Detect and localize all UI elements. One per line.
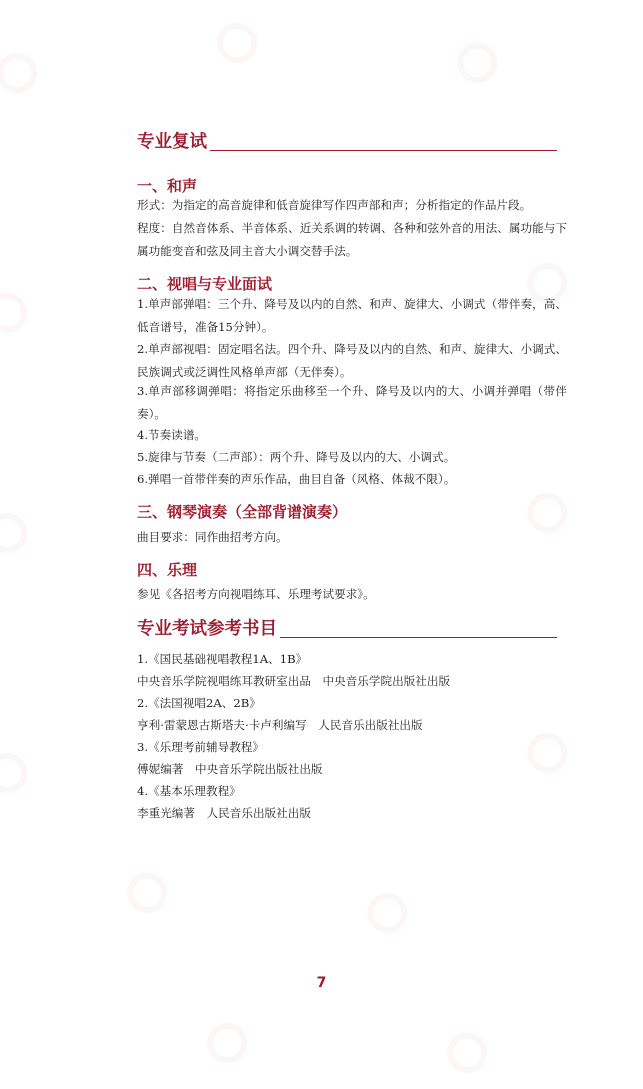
retest-heading-text: 专业复试 xyxy=(137,132,207,152)
book-info: 李重光编著 人民音乐出版社出版 xyxy=(137,806,311,820)
sight-singing-item-6: 6.弹唱一首带伴奏的声乐作品，曲目自备（风格、体裁不限）。 xyxy=(137,472,456,486)
section-sight-singing-title: 二、视唱与专业面试 xyxy=(137,275,273,293)
references-heading-rule xyxy=(280,637,557,638)
sight-singing-item-4: 4.节奏读谱。 xyxy=(137,428,207,442)
piano-requirement-text: 曲目要求：同作曲招考方向。 xyxy=(137,530,288,544)
references-heading xyxy=(137,618,557,640)
section-piano-title: 三、钢琴演奏（全部背谱演奏） xyxy=(137,503,348,521)
sight-singing-item-1: 1.单声部弹唱：三个升、降号及以内的自然、和声、旋律大、小调式（带伴奏，高、低音谱号，准备15分钟）。 xyxy=(137,297,567,334)
book-title: 3.《乐理考前辅导教程》 xyxy=(137,740,264,754)
sight-singing-item-3: 3.单声部移调弹唱：将指定乐曲移至一个升、降号及以内的大、小调并弹唱（带伴奏）。 xyxy=(137,384,567,421)
section-theory-title: 四、乐理 xyxy=(137,561,198,579)
book-info: 亨利·雷蒙恩古斯塔夫·卡卢利编写 人民音乐出版社出版 xyxy=(137,718,423,732)
references-heading-text: 专业考试参考书目 xyxy=(137,619,277,639)
retest-heading-rule xyxy=(210,150,557,151)
page-number: 7 xyxy=(316,975,327,991)
book-title: 1.《国民基础视唱教程1A、1B》 xyxy=(137,652,308,666)
book-info: 傅妮编著 中央音乐学院出版社出版 xyxy=(137,762,323,776)
book-info: 中央音乐学院视唱练耳教研室出品 中央音乐学院出版社出版 xyxy=(137,674,451,688)
theory-reference-text: 参见《各招考方向视唱练耳、乐理考试要求》。 xyxy=(137,587,375,601)
book-title: 2.《法国视唱2A、2B》 xyxy=(137,696,261,710)
harmony-level-text: 程度：自然音体系、半音体系、近关系调的转调、各种和弦外音的用法、属功能与下属功能变音和弦及同主音大小调交替手法。 xyxy=(137,221,567,258)
sight-singing-item-2: 2.单声部视唱：固定唱名法。四个升、降号及以内的自然、和声、旋律大、小调式、民族调式或泛调性风格单声部（无伴奏）。 xyxy=(137,342,567,379)
harmony-form-text: 形式：为指定的高音旋律和低音旋律写作四声部和声；分析指定的作品片段。 xyxy=(137,198,532,212)
sight-singing-item-5: 5.旋律与节奏（二声部）：两个升、降号及以内的大、小调式。 xyxy=(137,450,456,464)
book-title: 4.《基本乐理教程》 xyxy=(137,784,241,798)
section-harmony-title: 一、和声 xyxy=(137,177,198,195)
retest-heading xyxy=(137,131,557,153)
